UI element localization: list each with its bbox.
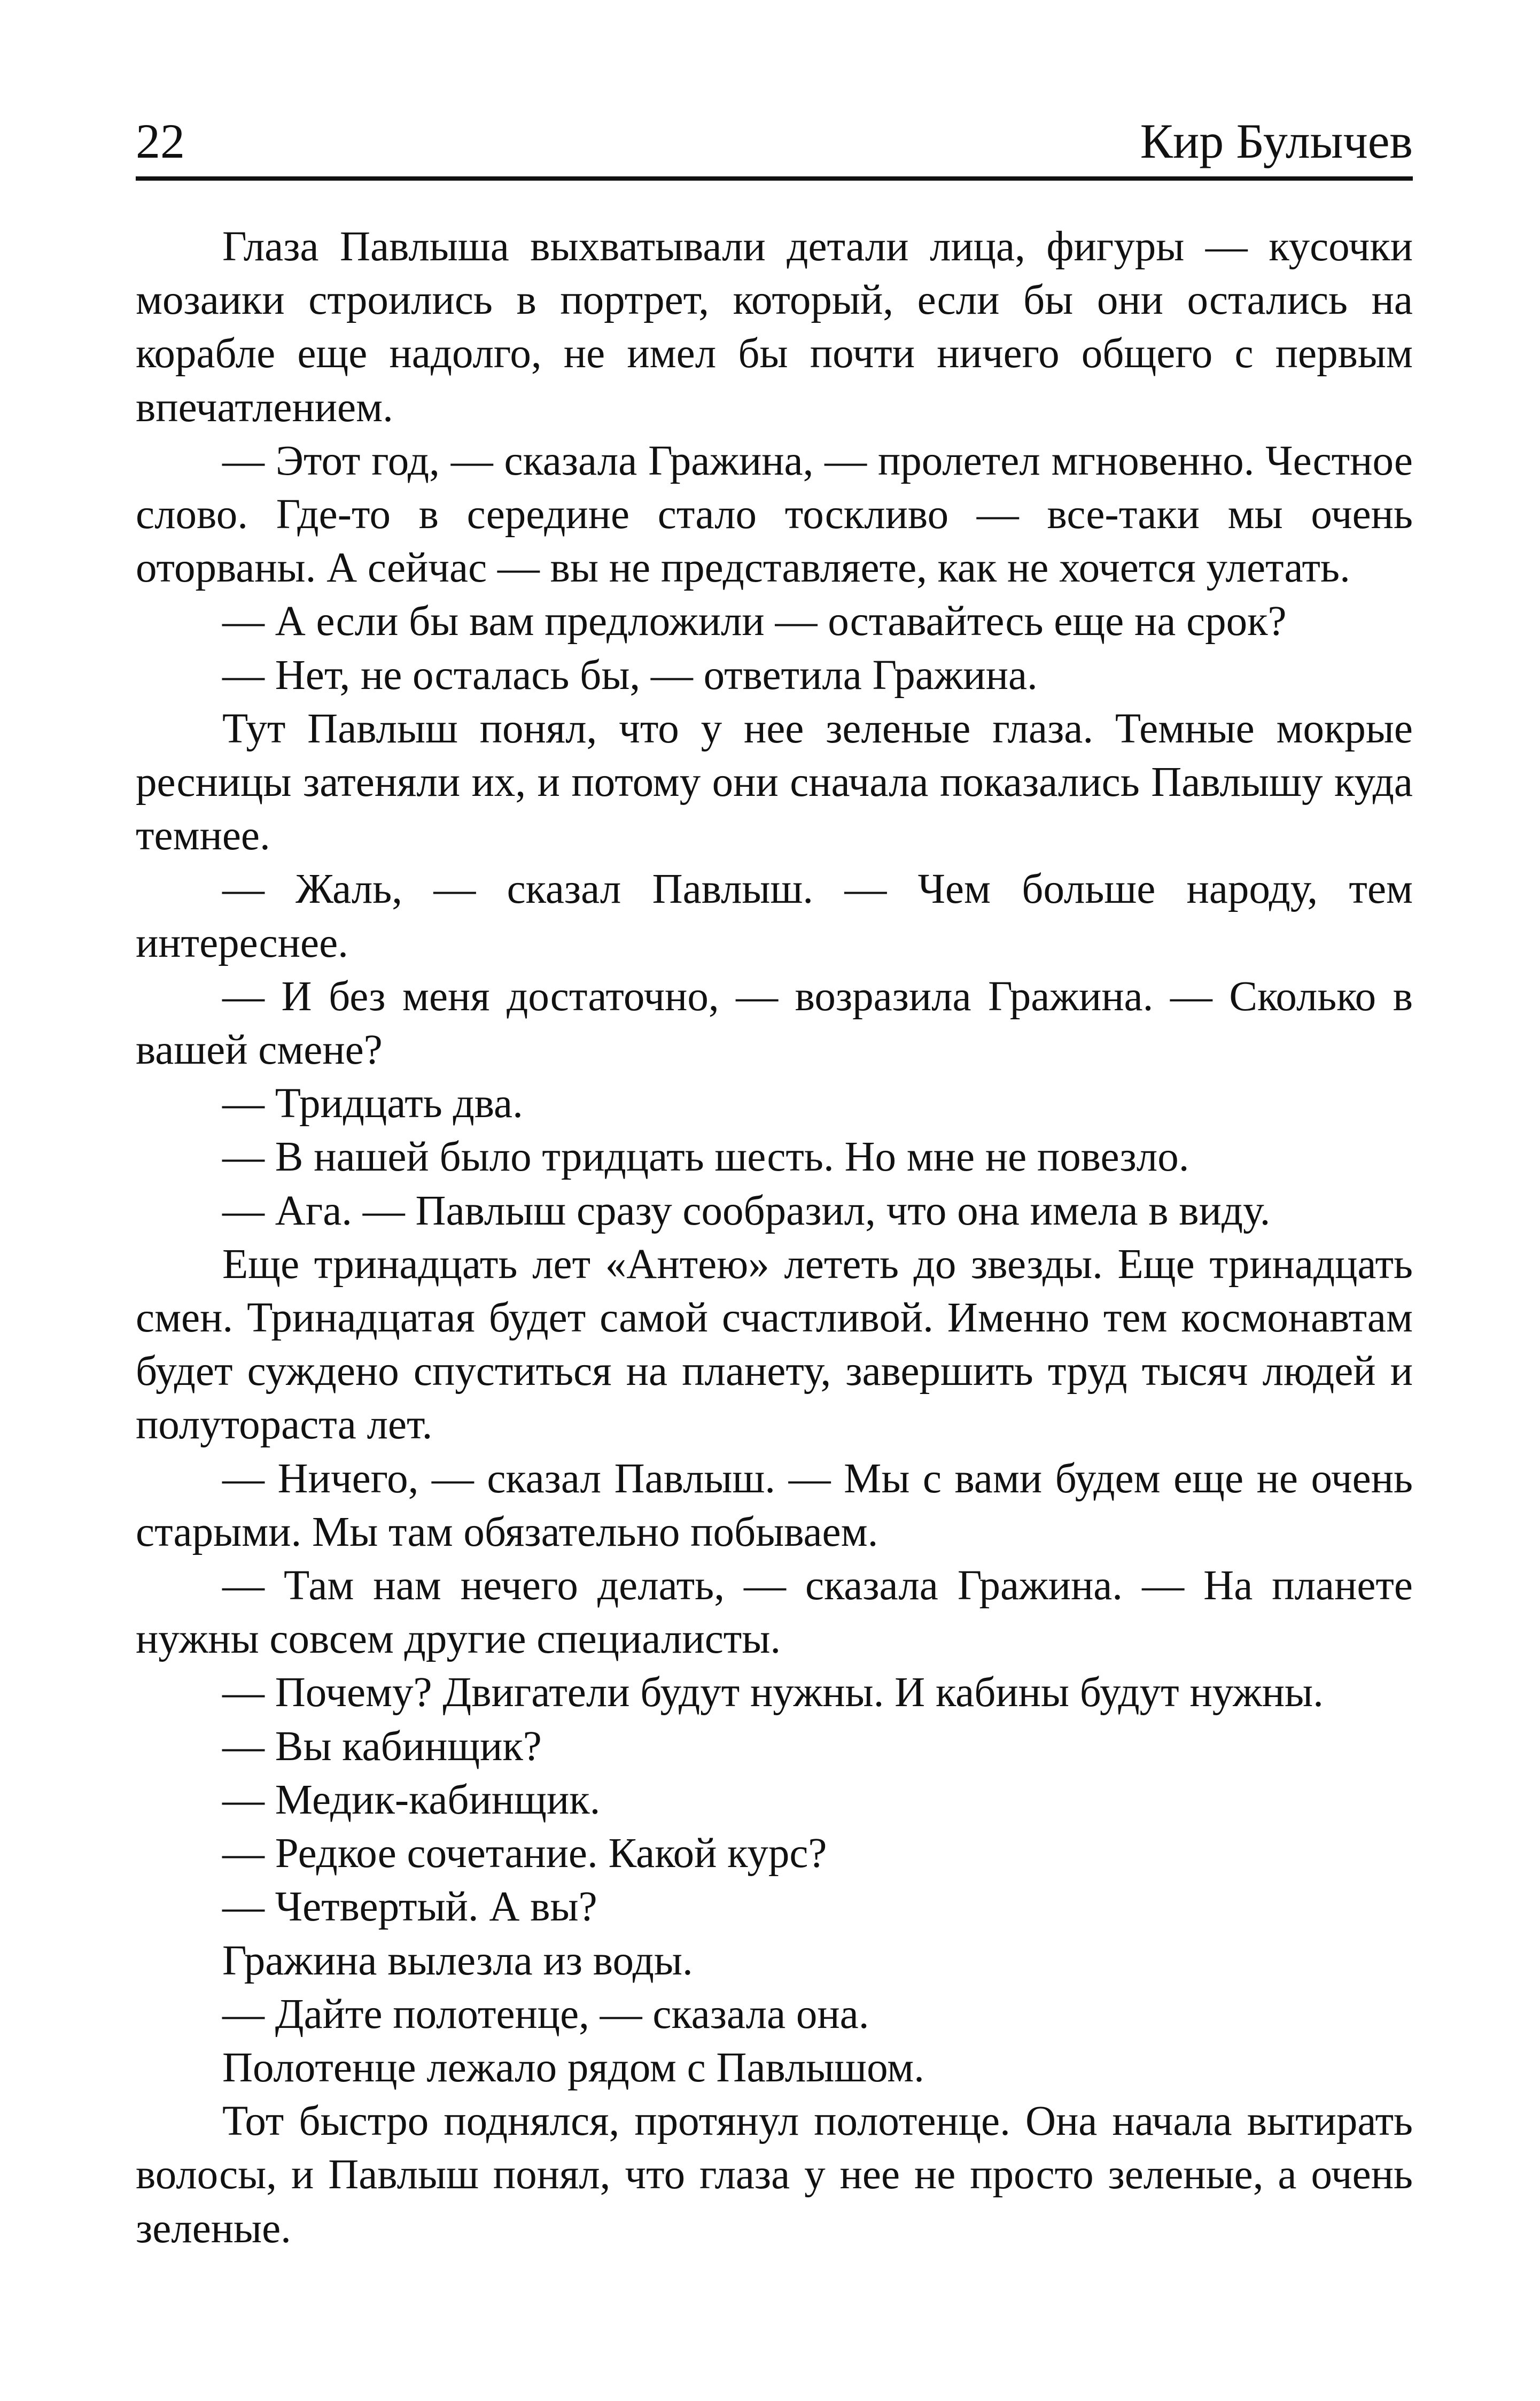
- paragraph: Полотенце лежало рядом с Павлышом.: [222, 2044, 924, 2091]
- paragraph: — Дайте полотенце, — сказала она.: [222, 1990, 869, 2038]
- paragraph: — А если бы вам предложили — оставайтесь еще на срок?: [222, 598, 1287, 645]
- book-page: [136, 0, 1413, 2256]
- paragraph: — Там нам нечего делать, — сказала Гражина. — На планете нужны совсем другие специалисты.: [136, 1562, 1413, 1663]
- paragraph: — Четвертый. А вы?: [222, 1884, 597, 1931]
- paragraph: — В нашей было тридцать шесть. Но мне не повезло.: [222, 1134, 1189, 1181]
- paragraph: Глаза Павлыша выхватывали детали лица, фигуры — кусочки мозаики строились в портрет, который, если бы они остались на корабле еще надолго, не имел бы почти ничего общего с первым впечатлением.: [136, 223, 1413, 431]
- paragraph: — Редкое сочетание. Какой курс?: [222, 1830, 827, 1877]
- paragraph: — Ничего, — сказал Павлыш. — Мы с вами будем еще не очень старыми. Мы там обязательно побываем.: [136, 1455, 1413, 1555]
- paragraph: — Вы кабинщик?: [222, 1723, 542, 1770]
- header-rule: [136, 176, 1413, 181]
- page-number: 22: [136, 114, 185, 168]
- paragraph: — Этот год, — сказала Гражина, — пролетел мгновенно. Честное слово. Где-то в середине стало тоскливо — все-таки мы очень оторваны. А сейчас — вы не представляете, как не хочется улетать.: [136, 437, 1413, 592]
- page-header: [136, 0, 1413, 182]
- paragraph: — И без меня достаточно, — возразила Гражина. — Сколько в вашей смене?: [136, 973, 1413, 1074]
- paragraph: — Тридцать два.: [222, 1080, 523, 1127]
- paragraph: — Медик-кабинщик.: [222, 1776, 601, 1823]
- paragraph: Гражина вылезла из воды.: [222, 1937, 693, 1984]
- body-text: [136, 220, 1413, 2256]
- paragraph: — Почему? Двигатели будут нужны. И кабины будут нужны.: [222, 1669, 1324, 1716]
- paragraph: Тут Павлыш понял, что у нее зеленые глаза. Темные мокрые ресницы затеняли их, и потому они сначала показались Павлышу куда темнее.: [136, 705, 1413, 859]
- paragraph: — Нет, не осталась бы, — ответила Гражина.: [222, 652, 1038, 699]
- paragraph: — Ага. — Павлыш сразу сообразил, что она имела в виду.: [222, 1187, 1271, 1234]
- paragraph: Тот быстро поднялся, протянул полотенце. Она начала вытирать волосы, и Павлыш понял, что глаза у нее не просто зеленые, а очень зеленые.: [136, 2098, 1413, 2252]
- running-title: Кир Булычев: [1140, 114, 1413, 168]
- paragraph: Еще тринадцать лет «Антею» лететь до звезды. Еще тринадцать смен. Тринадцатая будет самой счастливой. Именно тем космонавтам будет суждено спуститься на планету, завершить труд тысяч людей и полутораста лет.: [136, 1241, 1413, 1449]
- paragraph: — Жаль, — сказал Павлыш. — Чем больше народу, тем интереснее.: [136, 866, 1413, 966]
